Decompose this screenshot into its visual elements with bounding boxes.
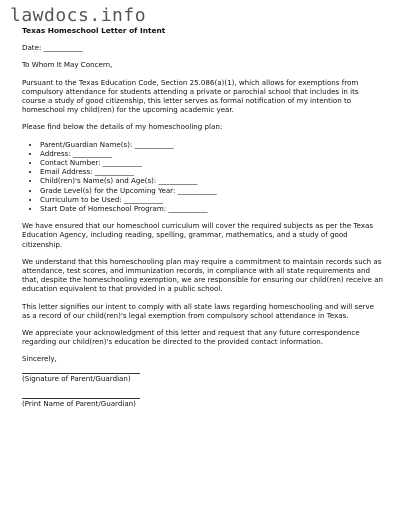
list-item: • Child(ren)'s Name(s) and Age(s): ___________ (40, 176, 384, 185)
letter-document (22, 26, 384, 422)
signature-label: (Signature of Parent/Guardian) (22, 373, 131, 383)
intro-paragraph: Pursuant to the Texas Education Code, Section 25.086(a)(1), which allows for exemptions from compulsory attendance for students attending a private or parochial school that includes in its course a study of good citizenship, this letter serves as formal notification of my intention to homeschool my child(ren) for the upcoming academic year. (22, 77, 359, 115)
date-line: Date: ___________ (22, 43, 83, 53)
curriculum-paragraph: We have ensured that our homeschool curriculum will cover the required subjects as per the Texas Education Agency, including reading, spelling, grammar, mathematics, and a study of good citizenship. (22, 221, 374, 249)
list-item: • Email Address: ___________ (40, 167, 384, 176)
print-name-block (22, 397, 384, 408)
watermark-logo: lawdocs.info (10, 5, 147, 26)
acknowledgment-paragraph: We appreciate your acknowledgment of this letter and request that any future correspondence regarding our child(ren)'s education be directed to the provided contact information. (22, 328, 360, 347)
list-item: • Address: ___________ (40, 149, 384, 158)
list-item: • Contact Number: ___________ (40, 158, 384, 167)
document-title: Texas Homeschool Letter of Intent (22, 26, 166, 35)
print-name-label: (Print Name of Parent/Guardian) (22, 398, 136, 408)
list-item: • Curriculum to be Used: ___________ (40, 195, 384, 204)
closing: Sincerely, (22, 354, 57, 364)
details-lead: Please find below the details of my homeschooling plan: (22, 122, 223, 132)
list-item: • Start Date of Homeschool Program: ___________ (40, 204, 384, 213)
list-item: • Grade Level(s) for the Upcoming Year: ___________ (40, 186, 384, 195)
intent-paragraph: This letter signifies our intent to comply with all state laws regarding homeschooling and will serve as a record of our child(ren)'s legal exemption from compulsory school attendance in Texas. (22, 301, 375, 320)
salutation: To Whom It May Concern, (22, 60, 113, 70)
signature-block (22, 372, 384, 383)
records-paragraph: We understand that this homeschooling plan may require a commitment to maintain records such as attendance, test scores, and immunization records, in compliance with all state requirements and that, despite the homeschooling exemption, we are responsible for ensuring our child(ren) receive an education equivalent to that provided in a public school. (22, 256, 383, 294)
list-item: • Parent/Guardian Name(s): ___________ (40, 140, 384, 149)
details-list (22, 140, 384, 214)
